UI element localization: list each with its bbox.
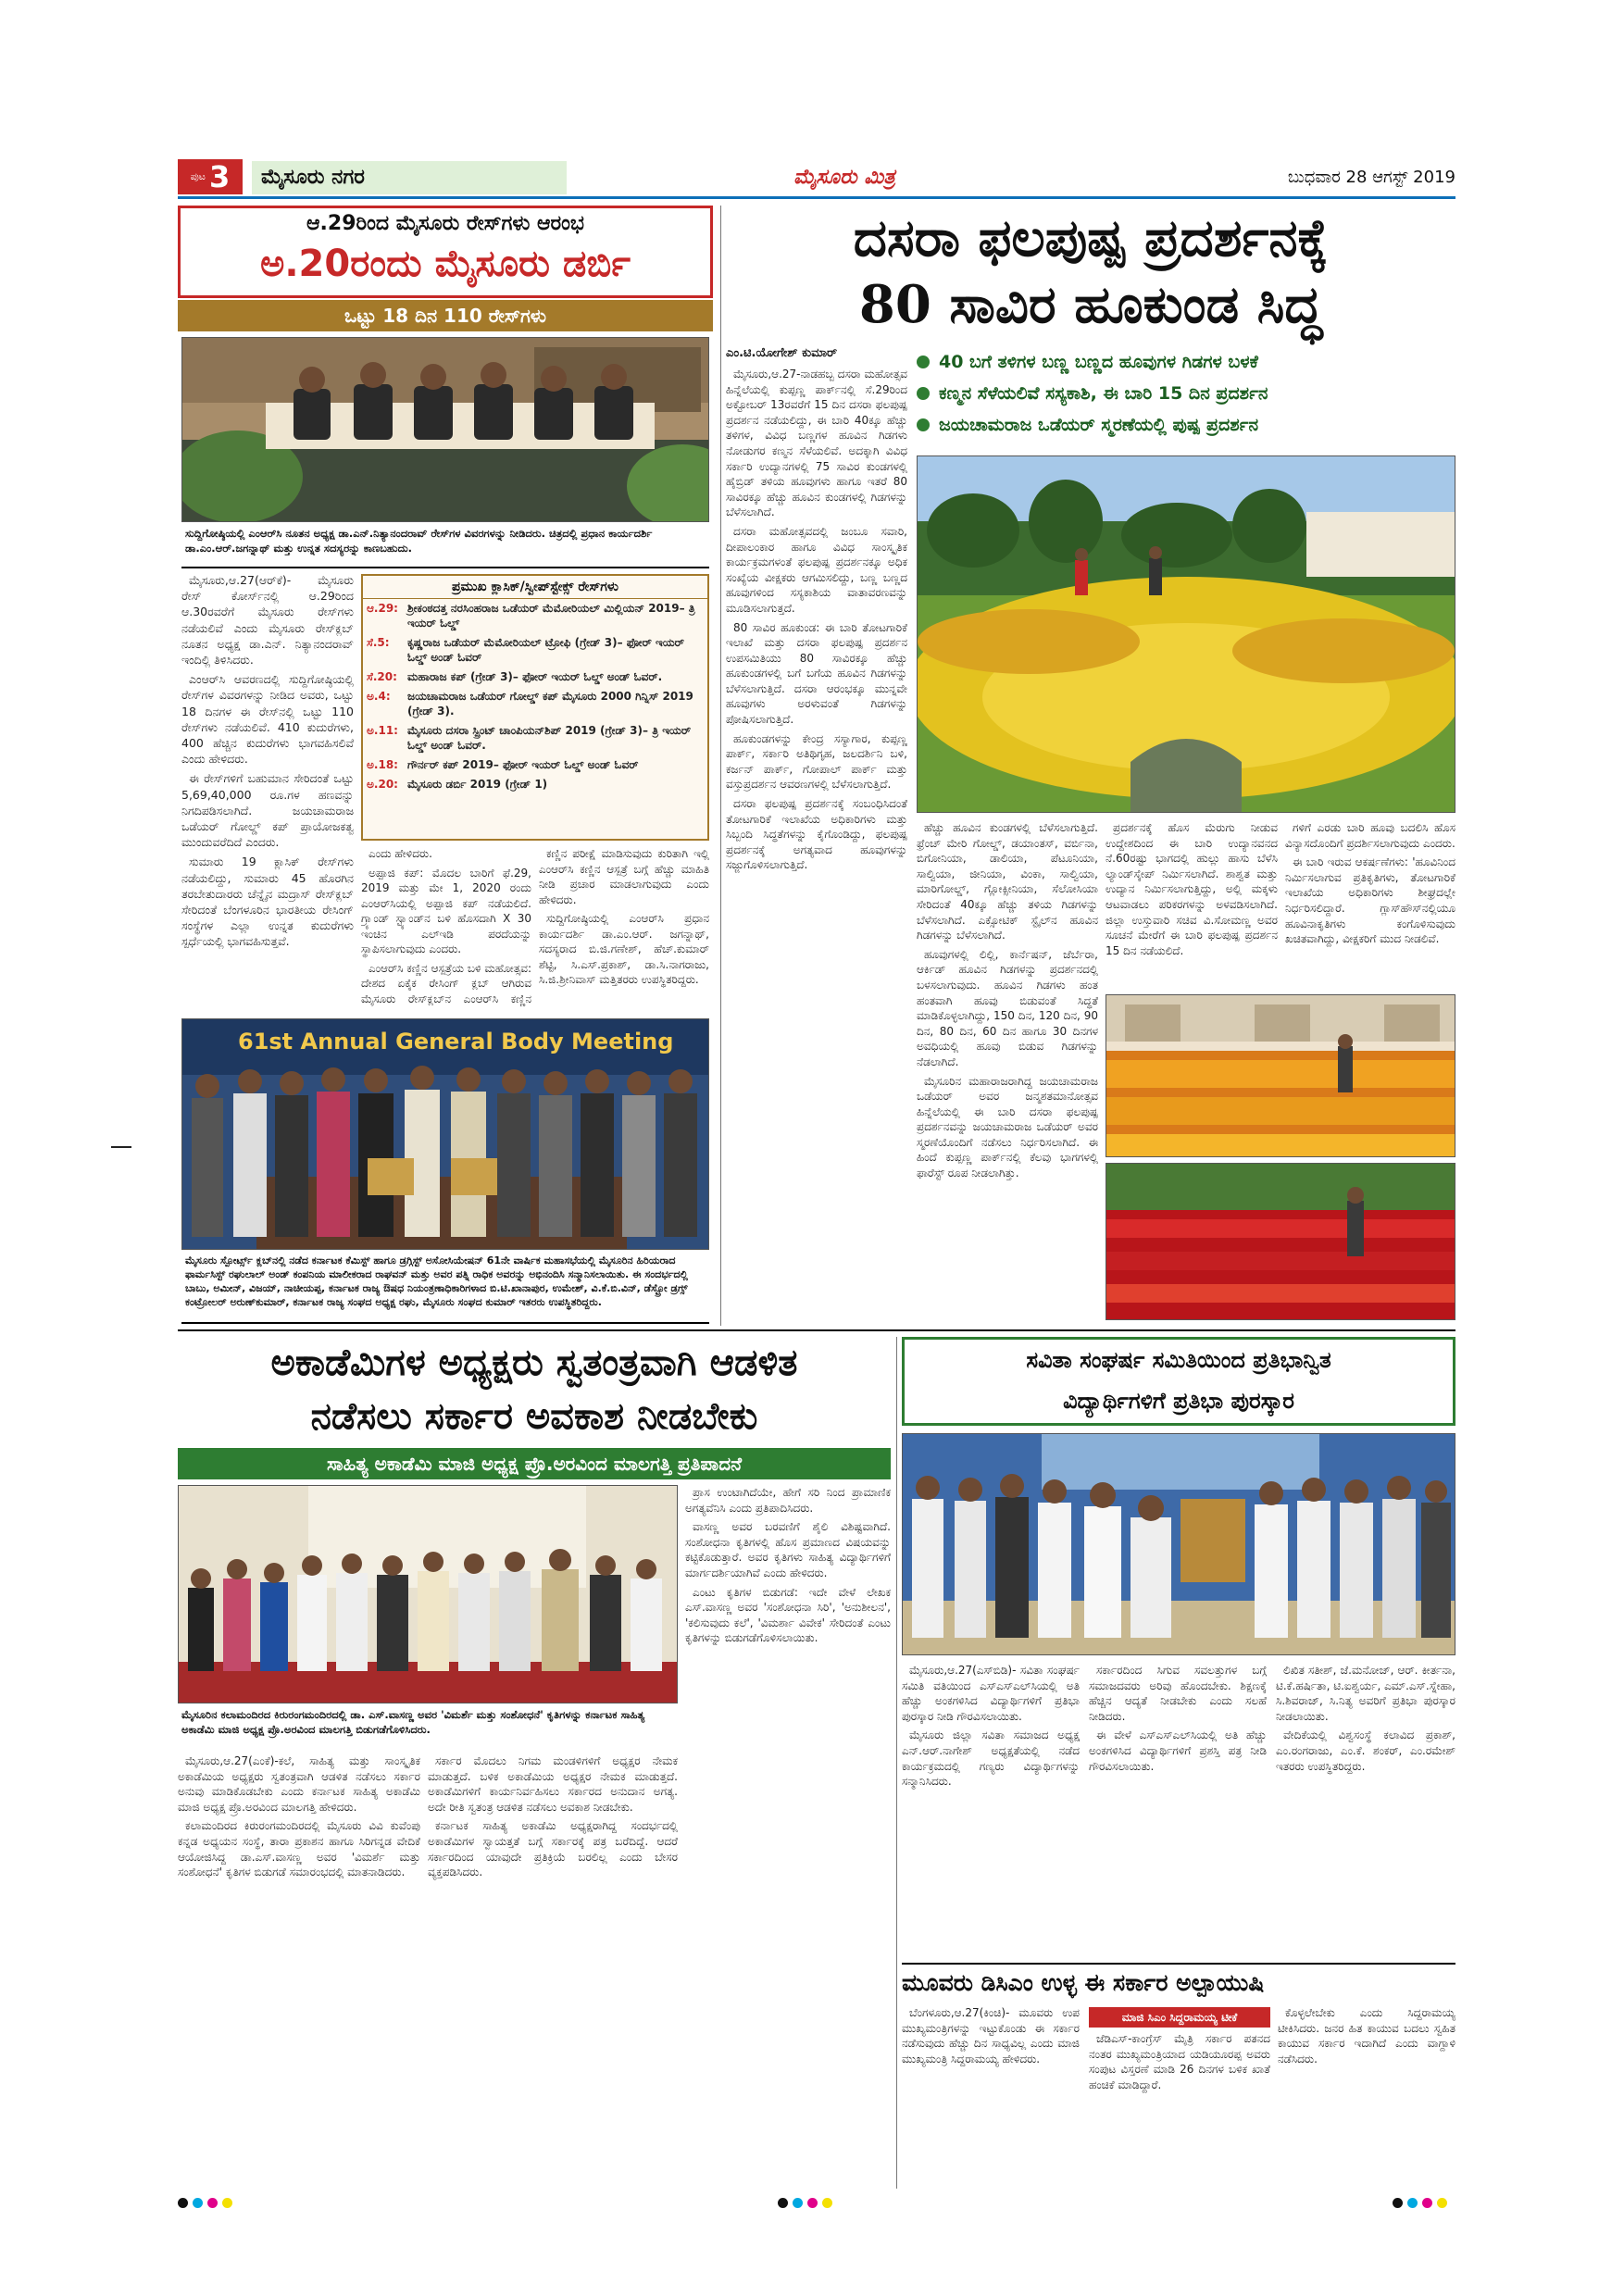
dasara-col-2	[917, 820, 1098, 1320]
agm-caption: ಮೈಸೂರು ಸ್ಪೋರ್ಟ್ಸ್ ಕ್ಲಬ್‌ನಲ್ಲಿ ನಡೆದ ಕರ್ನಾಟಕ ಕೆಮಿಸ್ಟ್ ಹಾಗೂ ಡ್ರಗ್ಗಿಸ್ಟ್ ಅಸೋಸಿಯೇಷನ್ 61ನೇ ವಾರ್ಷಿಕ ಮಹಾಸಭೆಯಲ್ಲಿ ಮೈಸೂರಿನ ಹಿರಿಯರಾದ ಫಾರ್ಮಸಿಸ್ಟ್ ರಘುಲಾಲ್ ಅಂಡ್ ಕಂಪನಿಯ ಮಾಲೀಕರಾದ ರಾಘವನ್ ಮತ್ತು ಅವರ ಪತ್ನಿ ರಾಧಿಕ ಅವರನ್ನು ಅಭಿನಂದಿಸಿ ಸನ್ಮಾನಿಸಲಾಯಿತು. ಈ ಸಂದರ್ಭದಲ್ಲಿ ಬಾಬು, ಅಮೀನ್, ವಿಜಯ್, ನಾಚೀಯಪ್ಪ, ಕರ್ನಾಟಕ ರಾಜ್ಯ ಔಷಧ ನಿಯಂತ್ರಣಾಧಿಕಾರಿಗಳಾದ ಬಿ.ಟಿ.ಖಾನಾಪುರ, ಉಮೇಶ್, ವಿ.ಕೆ.ಬಿ.ವಿನ್, ಡೆಸ್ಟ್ರೋ ಡ್ರಗ್ಸ್ ಕಂಟ್ರೋಲರ್ ಅರುಣ್‌ಕುಮಾರ್, ಕರ್ನಾಟಕ ರಾಜ್ಯ ಸಂಘದ ಅಧ್ಯಕ್ಷ ರಘು, ಮೈಸೂರು ಸಂಘದ ಕುಮಾರ್ ಇತರರು ಉಪಸ್ಥಿತರಿದ್ದರು.	[181, 1252, 709, 1324]
derby-para: ಮೈಸೂರು,ಆ.27(ಆರ್‌ಕೆ)- ಮೈಸೂರು ರೇಸ್ ಕೋರ್ಸ್‌ನಲ್ಲಿ ಆ.29ರಿಂದ ಆ.30ರವರೆಗೆ ಮೈಸೂರು ರೇಸ್‌ಗಳು ನಡೆಯಲಿವೆ ಎಂದು ಮೈಸೂರು ರೇಸ್‌ಕ್ಲಬ್ ನೂತನ ಅಧ್ಯಕ್ಷ ಡಾ.ಎನ್. ನಿತ್ಯಾನಂದರಾವ್ ಇಂದಿಲ್ಲಿ ತಿಳಿಸಿದರು.	[181, 573, 354, 668]
derby-para: ಅಪ್ಪಾಜಿ ಕಪ್: ಮೊದಲ ಬಾರಿಗೆ ಫೆ.29, 2019 ಮತ್ತು ಮೇ 1, 2020 ರಂದು ಎಂಆರ್‌ಸಿಯಲ್ಲಿ ಅಪ್ಪಾಜಿ ಕಪ್ ನಡೆಯಲಿದೆ. ಗ್ರ್ಯಾಂಡ್ ಸ್ಟ್ಯಾಂಡ್‌ನ ಬಳಿ ಹೊಸದಾಗಿ X 30 ಇಂಚಿನ ಎಲ್ಇಡಿ ಪರದೆಯನ್ನು ಸ್ಥಾಪಿಸಲಾಗುವುದು ಎಂದರು.	[361, 866, 531, 955]
race-list	[363, 599, 707, 798]
dasara-para: ದಸರಾ ಮಹೋತ್ಸವದಲ್ಲಿ ಜಂಬೂ ಸವಾರಿ, ದೀಪಾಲಂಕಾರ ಹಾಗೂ ವಿವಿಧ ಸಾಂಸ್ಕೃತಿಕ ಕಾರ್ಯಕ್ರಮಗಳಂತೆ ಫಲಪುಷ್ಪ ಪ್ರದರ್ಶನಕ್ಕೂ ಅಧಿಕ ಸಂಖ್ಯೆಯ ವೀಕ್ಷಕರು ಆಗಮಿಸಲಿದ್ದು, ಬಣ್ಣ ಬಣ್ಣದ ಹೂವುಗಳಿಂದ ಸಸ್ಯಕಾಶಿಯ ವಾತಾವರಣವನ್ನು ಮೂಡಿಸಲಾಗುತ್ತದೆ.	[726, 524, 907, 615]
academy-story	[178, 1337, 891, 2189]
race-row	[367, 757, 704, 772]
dasara-bullets	[917, 346, 1455, 448]
registration-marks-left	[178, 2194, 237, 2207]
race-schedule-box	[361, 574, 709, 841]
black-dot	[178, 2198, 188, 2208]
race-date: ಅ.20:	[367, 778, 398, 791]
black-dot	[1393, 2198, 1403, 2208]
dasara-byline: ಎಂ.ಟಿ.ಯೋಗೇಶ್ ಕುಮಾರ್	[726, 346, 838, 360]
dasara-para: ಹೂವುಗಳಲ್ಲಿ ಲಿಲ್ಲಿ, ಕಾರ್ನೆಷನ್, ಜೆರ್ಬೆರಾ, ಆರ್ಕಿಡ್ ಹೂವಿನ ಗಿಡಗಳನ್ನು ಪ್ರದರ್ಶನದಲ್ಲಿ ಬಳಸಲಾಗುವುದು. ಹೂವಿನ ಗಿಡಗಳು ಹಂತ ಹಂತವಾಗಿ ಹೂವು ಬಿಡುವಂತೆ ಸಿದ್ಧತೆ ಮಾಡಿಕೊಳ್ಳಲಾಗಿದ್ದು, 150 ದಿನ, 120 ದಿನ, 90 ದಿನ, 80 ದಿನ, 60 ದಿನ ಹಾಗೂ 30 ದಿನಗಳ ಅವಧಿಯಲ್ಲಿ ಹೂವು ಬಿಡುವ ಗಿಡಗಳನ್ನು ನೆಡಲಾಗಿದೆ.	[917, 947, 1098, 1068]
derby-para: ಸುದ್ದಿಗೋಷ್ಠಿಯಲ್ಲಿ ಎಂಆರ್‌ಸಿ ಪ್ರಧಾನ ಕಾರ್ಯದರ್ಶಿ ಡಾ.ಎಂ.ಆರ್. ಜಗನ್ನಾಥ್, ಸದಸ್ಯರಾದ ಬಿ.ಜಿ.ಗಣೇಶ್, ಹೆಚ್.ಕುಮಾರ್ ಶೆಟ್ಟಿ, ಸಿ.ಎಸ್.ಪ್ರಕಾಶ್, ಡಾ.ಸಿ.ನಾಗರಾಜು, ಸಿ.ಜಿ.ಶ್ರೀನಿವಾಸ್ ಮತ್ತಿತರರು ಉಪಸ್ಥಿತರಿದ್ದರು.	[539, 912, 709, 986]
masthead-rule	[178, 196, 1455, 199]
savitha-col-3	[1276, 1663, 1455, 1950]
academy-headline-1: ಅಕಾಡೆಮಿಗಳ ಅಧ್ಯಕ್ಷರು ಸ್ವತಂತ್ರವಾಗಿ ಆಡಳಿತ	[270, 1341, 798, 1384]
bullet-item: ಕಣ್ಮನ ಸೆಳೆಯಲಿವೆ ಸಸ್ಯಕಾಶಿ, ಈ ಬಾರಿ 15 ದಿನ ಪ್ರದರ್ಶನ	[917, 378, 1455, 409]
savitha-para: ಲಿಖಿತ ಸತೀಶ್, ಜೆ.ಮನೋಜ್, ಆರ್. ಕೀರ್ತನಾ, ಟಿ.ಕೆ.ಹರ್ಷಿತಾ, ಟಿ.ಐಶ್ವರ್ಯ, ಎಮ್.ಎಸ್.ಸ್ನೇಹಾ, ಸಿ.ಶಿವರಾಜ್, ಸಿ.ನಿತ್ಯ ಅವರಿಗೆ ಪ್ರತಿಭಾ ಪುರಸ್ಕಾರ ನೀಡಲಾಯಿತು.	[1276, 1664, 1455, 1723]
cyan-dot	[793, 2198, 803, 2208]
savitha-para: ಸರ್ಕಾರದಿಂದ ಸಿಗುವ ಸವಲತ್ತುಗಳ ಬಗ್ಗೆ ಸಮಾಜದವರು ಅರಿವು ಹೊಂದಬೇಕು. ಶಿಕ್ಷಣಕ್ಕೆ ಹೆಚ್ಚಿನ ಆದ್ಯತೆ ನೀಡಬೇಕು ಎಂದು ಸಲಹೆ ನೀಡಿದರು.	[1089, 1664, 1267, 1723]
race-row	[367, 689, 704, 718]
award-image	[903, 1434, 1455, 1655]
bullet-dot-icon	[917, 356, 930, 368]
academy-col-2	[428, 1753, 678, 2161]
race-date: ಆ.29:	[367, 602, 398, 615]
dasara-headline-2: 80 ಸಾವಿರ ಹೂಕುಂಡ ಸಿದ್ಧ	[858, 274, 1323, 335]
dcm-para: ಕೊಳ್ಳಲೇಬೇಕು ಎಂದು ಸಿದ್ದರಾಮಯ್ಯ ಟೀಕಿಸಿದರು. ಜನರ ಹಿತ ಕಾಯುವ ಬದಲು ಸ್ವಹಿತ ಕಾಯುವ ಸರ್ಕಾರ ಇದಾಗಿದೆ ಎಂದು ವಾಗ್ದಾಳಿ ನಡೆಸಿದರು.	[1278, 2006, 1455, 2065]
academy-para: ಕಲಾಮಂದಿರದ ಕಿರುರಂಗಮಂದಿರದಲ್ಲಿ ಮೈಸೂರು ವಿವಿ ಕುವೆಂಪು ಕನ್ನಡ ಅಧ್ಯಯನ ಸಂಸ್ಥೆ, ತಾರಾ ಪ್ರಕಾಶನ ಹಾಗೂ ಸಿರಿಗನ್ನಡ ವೇದಿಕೆ ಆಯೋಜಿಸಿದ್ದ ಡಾ.ಎಸ್.ವಾಸಣ್ಣ ಅವರ 'ವಿಮರ್ಶೆ ಮತ್ತು ಸಂಶೋಧನೆ' ಕೃತಿಗಳ ಬಿಡುಗಡೆ ಸಮಾರಂಭದಲ್ಲಿ ಮಾತನಾಡಿದರು.	[178, 1819, 420, 1879]
dasara-headline-1: ದಸರಾ ಫಲಪುಷ್ಪ ಪ್ರದರ್ಶನಕ್ಕೆ	[853, 207, 1329, 268]
derby-headline: ಅ.20ರಂದು ಮೈಸೂರು ಡರ್ಬಿ	[259, 243, 631, 285]
race-date: ಅ.4:	[367, 690, 391, 703]
race-row	[367, 777, 704, 792]
academy-para: ಪ್ರಾಸ ಉಂಟಾಗಿದೆಯೇ, ಹೇಗೆ ಸರಿ ನಿಂದ ಪ್ರಾಮಾಣಿಕ ಅಗತ್ಯವೆನಿಸಿ ಎಂದು ಪ್ರತಿಪಾದಿಸಿದರು.	[685, 1486, 891, 1515]
marigold-image	[1106, 995, 1455, 1157]
press-meet-photo	[181, 337, 709, 522]
section-rule	[178, 1329, 1455, 1331]
award-photo	[902, 1433, 1455, 1655]
dcm-para: ಬೆಂಗಳೂರು,ಆ.27(ಕಿಂಚಿ)- ಮೂವರು ಉಪ ಮುಖ್ಯಮಂತ್ರಿಗಳನ್ನು ಇಟ್ಟುಕೊಂಡು ಈ ಸರ್ಕಾರ ನಡೆಸುವುದು ಹೆಚ್ಚು ದಿನ ಸಾಧ್ಯವಿಲ್ಲ ಎಂದು ಮಾಜಿ ಮುಖ್ಯಮಂತ್ರಿ ಸಿದ್ದರಾಮಯ್ಯ ಹೇಳಿದರು.	[902, 2006, 1080, 2065]
registration-marks-center	[778, 2194, 837, 2207]
agm-photo	[181, 1018, 709, 1250]
red-flowers-image	[1106, 1164, 1455, 1320]
dasara-col-1	[726, 367, 907, 1320]
race-schedule-title: ಪ್ರಮುಖ ಕ್ಲಾಸಿಕ್/ಸ್ವೀಪ್‌ಸ್ಟೇಕ್ಸ್ ರೇಸ್‌ಗಳು	[363, 576, 707, 599]
academy-para: ಮೈಸೂರು,ಆ.27(ಎಂಕೆ)-ಕಲೆ, ಸಾಹಿತ್ಯ ಮತ್ತು ಸಾಂಸ್ಕೃತಿಕ ಅಕಾಡೆಮಿಯ ಅಧ್ಯಕ್ಷರು ಸ್ವತಂತ್ರವಾಗಿ ಆಡಳಿತ ನಡೆಸಲು ಸರ್ಕಾರ ಅನುವು ಮಾಡಿಕೊಡಬೇಕು ಎಂದು ಕರ್ನಾಟಕ ಸಾಹಿತ್ಯ ಅಕಾಡೆಮಿ ಮಾಜಿ ಅಧ್ಯಕ್ಷ ಪ್ರೊ.ಅರವಿಂದ ಮಾಲಗತ್ತಿ ಹೇಳಿದರು.	[178, 1754, 420, 1814]
bullet-item: ಜಯಚಾಮರಾಜ ಒಡೆಯರ್ ಸ್ಮರಣೆಯಲ್ಲಿ ಪುಷ್ಪ ಪ್ರದರ್ಶನ	[917, 409, 1455, 441]
bullet-item: 40 ಬಗೆ ತಳಿಗಳ ಬಣ್ಣ ಬಣ್ಣದ ಹೂವುಗಳ ಗಿಡಗಳ ಬಳಕೆ	[917, 346, 1455, 378]
academy-para: ಸರ್ಕಾರ ಮೊದಲು ನಿಗಮ ಮಂಡಳಿಗಳಿಗೆ ಅಧ್ಯಕ್ಷರ ನೇಮಕ ಮಾಡುತ್ತದೆ. ಬಳಿಕ ಅಕಾಡೆಮಿಯ ಅಧ್ಯಕ್ಷರ ನೇಮಕ ಮಾಡುತ್ತದೆ. ಅಕಾಡೆಮಿಗಳಿಗೆ ಕಾರ್ಯನಿರ್ವಹಿಸಲು ಸರ್ಕಾರದ ಅನುದಾನ ಅಗತ್ಯ. ಅದೇ ರೀತಿ ಸ್ವತಂತ್ರ ಆಡಳಿತ ನಡೆಸಲು ಅವಕಾಶ ನೀಡಬೇಕು.	[428, 1754, 678, 1814]
savitha-para: ಮೈಸೂರು,ಆ.27(ಎಸ್‌ಬಿಡಿ)- ಸವಿತಾ ಸಂಘರ್ಷ ಸಮಿತಿ ವತಿಯಿಂದ ಎಸ್‌ಎಸ್‌ಎಲ್‌ಸಿಯಲ್ಲಿ ಅತಿ ಹೆಚ್ಚು ಅಂಕಗಳಿಸಿದ ವಿದ್ಯಾರ್ಥಿಗಳಿಗೆ ಪ್ರತಿಭಾ ಪುರಸ್ಕಾರ ನೀಡಿ ಗೌರವಿಸಲಾಯಿತು.	[902, 1664, 1080, 1723]
academy-band: ಸಾಹಿತ್ಯ ಅಕಾಡೆಮಿ ಮಾಜಿ ಅಧ್ಯಕ್ಷ ಪ್ರೊ.ಅರವಿಂದ ಮಾಲಗತ್ತಿ ಪ್ರತಿಪಾದನೆ	[178, 1448, 891, 1479]
race-name: ಜಯಚಾಮರಾಜ ಒಡೆಯರ್ ಗೋಲ್ಡ್ ಕಪ್ ಮೈಸೂರು 2000 ಗಿನ್ನಿಸ್ 2019 (ಗ್ರೇಡ್ 3).	[407, 690, 693, 718]
dasara-para: ಹೆಚ್ಚು ಹೂವಿನ ಕುಂಡಗಳಲ್ಲಿ ಬೆಳೆಸಲಾಗುತ್ತಿದೆ. ಫ್ರೆಂಚ್ ಮೇರಿ ಗೋಲ್ಡ್, ಡಯಾಂತಸ್, ವರ್ಬಿನಾ, ಬಿಗೋನಿಯಾ, ಡಾಲಿಯಾ, ಪೆಟೂನಿಯಾ, ಸಾಲ್ವಿಯಾ, ಜೀನಿಯಾ, ವಿಂಕಾ, ಸಾಲ್ವಿಯಾ, ಮಾರಿಗೋಲ್ಡ್, ಗ್ಲೋಕ್ಸೀನಿಯಾ, ಸೆಲೋಸಿಯಾ ಸೇರಿದಂತೆ 40ಕ್ಕೂ ಹೆಚ್ಚು ತಳಿಯ ಗಿಡಗಳನ್ನು ಬೆಳೆಸಲಾಗಿದೆ. ಎಕ್ಸೋಟಿಕ್ ಸ್ಟೈಲ್‌ನ ಹೂವಿನ ಗಿಡಗಳನ್ನು ಬೆಳೆಸಲಾಗಿದೆ.	[917, 821, 1098, 942]
column-rule	[896, 1337, 897, 2189]
derby-story	[178, 206, 713, 1326]
derby-para: ಎಂಆರ್‌ಸಿ ಆವರಣದಲ್ಲಿ ಸುದ್ದಿಗೋಷ್ಠಿಯಲ್ಲಿ ರೇಸ್‌ಗಳ ವಿವರಗಳನ್ನು ನೀಡಿದ ಅವರು, ಒಟ್ಟು 18 ದಿನಗಳ ಈ ರೇಸ್‌ನಲ್ಲಿ ಒಟ್ಟು 110 ರೇಸ್‌ಗಳು ನಡೆಯಲಿವೆ. 410 ಕುದುರೆಗಳು, 400 ಹೆಚ್ಚಿನ ಕುದುರೆಗಳು ಭಾಗವಹಿಸಲಿವೆ ಎಂದು ಹೇಳಿದರು.	[181, 672, 354, 767]
derby-kicker: ಆ.29ರಿಂದ ಮೈಸೂರು ರೇಸ್‌ಗಳು ಆರಂಭ	[306, 212, 584, 235]
book-release-image	[179, 1486, 678, 1703]
masthead	[178, 157, 1455, 198]
derby-body-left	[181, 572, 354, 1007]
page-number-box	[178, 159, 243, 194]
race-name: ಮೈಸೂರು ಡರ್ಬಿ 2019 (ಗ್ರೇಡ್ 1)	[407, 778, 548, 791]
black-dot	[778, 2198, 788, 2208]
column-rule	[720, 206, 721, 1326]
race-row	[367, 669, 704, 684]
savitha-col-2	[1089, 1663, 1267, 1950]
race-row	[367, 635, 704, 665]
yellow-dot	[1437, 2198, 1447, 2208]
yellow-dot	[222, 2198, 232, 2208]
cyan-dot	[193, 2198, 203, 2208]
race-name: ಶ್ರೀಕಂಠದತ್ತ ನರಸಿಂಹರಾಜ ಒಡೆಯರ್ ಮೆಮೋರಿಯಲ್ ಮಿಲ್ಲಿಯನ್ 2019– ತ್ರಿ ಇಯರ್ ಓಲ್ಡ್	[407, 602, 695, 630]
race-date: ಅ.11:	[367, 724, 398, 737]
savitha-headline-2: ವಿದ್ಯಾರ್ಥಿಗಳಿಗೆ ಪ್ರತಿಭಾ ಪುರಸ್ಕಾರ	[1063, 1388, 1294, 1414]
fold-mark	[111, 1146, 131, 1148]
savitha-header	[902, 1337, 1455, 1426]
derby-para: ಎಂದು ಹೇಳಿದರು.	[369, 847, 432, 860]
dasara-story	[726, 206, 1455, 1326]
race-name: ಮೈಸೂರು ದಸರಾ ಸ್ಪ್ರಿಂಟ್ ಚಾಂಪಿಯನ್‌ಶಿಪ್ 2019 (ಗ್ರೇಡ್ 3)– ತ್ರಿ ಇಯರ್ ಓಲ್ಡ್ ಅಂಡ್ ಓವರ್.	[407, 724, 692, 752]
derby-body-right	[539, 846, 709, 1007]
dasara-para: ಪ್ರದರ್ಶನಕ್ಕೆ ಹೊಸ ಮೆರುಗು ನೀಡುವ ಉದ್ದೇಶದಿಂದ ಈ ಬಾರಿ ಉದ್ಯಾನವನದ ನೆ.60ರಷ್ಟು ಭಾಗದಲ್ಲಿ ಹುಲ್ಲು ಹಾಸು ಬೆಳೆಸಿ ಲ್ಯಾಂಡ್‌ಸ್ಕೇಪ್ ನಿರ್ಮಿಸಲಾಗಿದೆ. ಶಾಶ್ವತ ಮತ್ತು ಉದ್ಯಾನ ನಿರ್ಮಿಸಲಾಗುತ್ತಿದ್ದು, ಅಲ್ಲಿ ಮಕ್ಕಳು ಆಟವಾಡಲು ಪರಿಕರಗಳನ್ನು ಅಳವಡಿಸಲಾಗಿದೆ. ಜಿಲ್ಲಾ ಉಸ್ತುವಾರಿ ಸಚಿವ ವಿ.ಸೋಮಣ್ಣ ಅವರ ಸೂಚನೆ ಮೇರೆಗೆ ಈ ಬಾರಿ ಫಲಪುಷ್ಪ ಪ್ರದರ್ಶನ 15 ದಿನ ನಡೆಯಲಿದೆ.	[1106, 821, 1278, 957]
derby-body-mid	[361, 846, 531, 1007]
cyan-dot	[1407, 2198, 1418, 2208]
academy-para: ಕರ್ನಾಟಕ ಸಾಹಿತ್ಯ ಅಕಾಡೆಮಿ ಅಧ್ಯಕ್ಷರಾಗಿದ್ದ ಸಂದರ್ಭದಲ್ಲಿ ಅಕಾಡೆಮಿಗಳ ಸ್ವಾಯತ್ತತೆ ಬಗ್ಗೆ ಸರ್ಕಾರಕ್ಕೆ ಪತ್ರ ಬರೆದಿದ್ದೆ. ಆದರೆ ಸರ್ಕಾರದಿಂದ ಯಾವುದೇ ಪ್ರತಿಕ್ರಿಯೆ ಬರಲಿಲ್ಲ ಎಂದು ಬೇಸರ ವ್ಯಕ್ತಪಡಿಸಿದರು.	[428, 1819, 678, 1879]
savitha-col-1	[902, 1663, 1080, 1950]
dasara-col-3	[1106, 820, 1278, 987]
dasara-para: ದಸರಾ ಫಲಪುಷ್ಪ ಪ್ರದರ್ಶನಕ್ಕೆ ಸಂಬಂಧಿಸಿದಂತೆ ತೋಟಗಾರಿಕೆ ಇಲಾಖೆಯ ಅಧಿಕಾರಿಗಳು ಮತ್ತು ಸಿಬ್ಬಂದಿ ಸಿದ್ಧತೆಗಳನ್ನು ಕೈಗೊಂಡಿದ್ದು, ಫಲಪುಷ್ಪ ಪ್ರದರ್ಶನಕ್ಕೆ ಅಗತ್ಯವಾದ ಹೂವುಗಳನ್ನು ಸಜ್ಜುಗೊಳಿಸಲಾಗುತ್ತಿದೆ.	[726, 797, 907, 872]
dasara-para: ಗಳಿಗೆ ಎರಡು ಬಾರಿ ಹೂವು ಬದಲಿಸಿ ಹೊಸ ವಿನ್ಯಾಸದೊಂದಿಗೆ ಪ್ರದರ್ಶಿಸಲಾಗುವುದು ಎಂದರು.	[1285, 821, 1455, 850]
savitha-para: ವೇದಿಕೆಯಲ್ಲಿ ವಿಶ್ವಸಂಸ್ಥೆ ಕಲಾವಿದ ಪ್ರಕಾಶ್, ಎಂ.ರಂಗರಾಜು, ಎಂ.ಕೆ. ಶಂಕರ್, ಎಂ.ರಮೇಶ್ ಇತರರು ಉಪಸ್ಥಿತರಿದ್ದರು.	[1276, 1728, 1455, 1773]
garden-image	[918, 456, 1455, 813]
magenta-dot	[807, 2198, 818, 2208]
savitha-story	[902, 1337, 1455, 1957]
dasara-para: ಮೈಸೂರು,ಆ.27-ನಾಡಹಬ್ಬ ದಸರಾ ಮಹೋತ್ಸವ ಹಿನ್ನೆಲೆಯಲ್ಲಿ ಕುಪ್ಪಣ್ಣ ಪಾರ್ಕ್‌ನಲ್ಲಿ ಸೆ.29ರಿಂದ ಅಕ್ಟೋಬರ್ 13ರವರೆಗೆ 15 ದಿನ ದಸರಾ ಫಲಪುಷ್ಪ ಪ್ರದರ್ಶನ ನಡೆಯಲಿದ್ದು, ಈ ಬಾರಿ 40ಕ್ಕೂ ಹೆಚ್ಚು ತಳಿಗಳ, ವಿವಿಧ ಬಣ್ಣಗಳ ಹೂವಿನ ಗಿಡಗಳು ನೋಡುಗರ ಕಣ್ಮನ ಸೆಳೆಯಲಿವೆ. ಅದಕ್ಕಾಗಿ ವಿವಿಧ ಸರ್ಕಾರಿ ಉದ್ಯಾನಗಳಲ್ಲಿ 75 ಸಾವಿರ ಕುಂಡಗಳಲ್ಲಿ ಹೈಬ್ರಿಡ್ ತಳಿಯ ಹೂವುಗಳು ಹಾಗೂ ಇತರೆ 80 ಸಾವಿರಕ್ಕೂ ಹೆಚ್ಚು ಹೂವಿನ ಕುಂಡಗಳಲ್ಲಿ ಗಿಡಗಳನ್ನು ಬೆಳೆಸಲಾಗಿದೆ.	[726, 368, 907, 519]
press-meet-caption: ಸುದ್ದಿಗೋಷ್ಠಿಯಲ್ಲಿ ಎಂಆರ್‌ಸಿ ನೂತನ ಅಧ್ಯಕ್ಷ ಡಾ.ಎನ್.ನಿತ್ಯಾನಂದರಾವ್ ರೇಸ್‌ಗಳ ವಿವರಗಳನ್ನು ನೀಡಿದರು. ಚಿತ್ರದಲ್ಲಿ ಪ್ರಧಾನ ಕಾರ್ಯದರ್ಶಿ ಡಾ.ಎಂ.ಆರ್.ಜಗನ್ನಾಥ್ ಮತ್ತು ಉನ್ನತ ಸದಸ್ಯರನ್ನು ಕಾಣಬಹುದು.	[181, 524, 709, 568]
marigold-photo	[1106, 994, 1455, 1157]
registration-marks-right	[1393, 2194, 1452, 2207]
dcm-para: ಜೆಡಿಎಸ್-ಕಾಂಗ್ರೆಸ್ ಮೈತ್ರಿ ಸರ್ಕಾರ ಪತನದ ನಂತರ ಮುಖ್ಯಮಂತ್ರಿಯಾದ ಯಡಿಯೂರಪ್ಪ ಅವರು ಸಂಪುಟ ವಿಸ್ತರಣೆ ಮಾಡಿ 26 ದಿನಗಳ ಬಳಿಕ ಖಾತೆ ಹಂಚಿಕೆ ಮಾಡಿದ್ದಾರೆ.	[1089, 2032, 1270, 2091]
dasara-para: 80 ಸಾವಿರ ಹೂಕುಂಡ: ಈ ಬಾರಿ ತೋಟಗಾರಿಕೆ ಇಲಾಖೆ ಮತ್ತು ದಸರಾ ಫಲಪುಷ್ಪ ಪ್ರದರ್ಶನ ಉಪಸಮಿತಿಯು 80 ಸಾವಿರಕ್ಕೂ ಹೆಚ್ಚು ಹೂಕುಂಡಗಳಲ್ಲಿ ಬಗೆ ಬಗೆಯ ಹೂವಿನ ಗಿಡಗಳನ್ನು ಬೆಳೆಸಲಾಗುತ್ತಿದೆ. ದಸರಾ ಆರಂಭಕ್ಕೂ ಮುನ್ನವೇ ಹೂವುಗಳು ಅರಳುವಂತೆ ಗಿಡಗಳನ್ನು ಪೋಷಿಸಲಾಗುತ್ತಿದೆ.	[726, 620, 907, 727]
race-row	[367, 723, 704, 753]
issue-date: ಬುಧವಾರ 28 ಆಗಸ್ಟ್ 2019	[1287, 168, 1455, 187]
dcm-quote-tag: ಮಾಜಿ ಸಿಎಂ ಸಿದ್ದರಾಮಯ್ಯ ಟೀಕೆ	[1089, 2007, 1270, 2028]
garden-photo	[917, 455, 1455, 813]
paper-name: ಮೈಸೂರು ಮಿತ್ರ	[793, 166, 895, 189]
page-label: ಪುಟ	[190, 170, 206, 182]
academy-col-1	[178, 1753, 420, 2161]
derby-para: ಎಂಆರ್‌ಸಿ ಕಣ್ಣಿನ ಆಸ್ಪತ್ರೆಯ ಬಳಿ ಮಹೋತ್ಸವ: ದೇಶದ ಏಕೈಕ ರೇಸಿಂಗ್ ಕ್ಲಬ್ ಆಗಿರುವ ಮೈಸೂರು ರೇಸ್‌ಕ್ಲಬ್‌ನ ಎಂಆರ್‌ಸಿ ಕಣ್ಣಿನ	[361, 961, 531, 1005]
agm-banner-text: 61st Annual General Body Meeting	[238, 1029, 674, 1054]
race-date: ಸೆ.5:	[367, 636, 390, 649]
academy-col-3	[685, 1485, 891, 1929]
derby-header	[178, 206, 713, 298]
derby-band: ಒಟ್ಟು 18 ದಿನ 110 ರೇಸ್‌ಗಳು	[178, 300, 713, 331]
red-flowers-photo	[1106, 1163, 1455, 1320]
derby-para: ಸುಮಾರು 19 ಕ್ಲಾಸಿಕ್ ರೇಸ್‌ಗಳು ನಡೆಯಲಿದ್ದು, ಸುಮಾರು 45 ಹೊರಗಿನ ತರಬೇತುದಾರರು ಚೆನ್ನೈನ ಮದ್ರಾಸ್ ರೇಸ್‌ಕ್ಲಬ್ ಸೇರಿದಂತೆ ಬೆಂಗಳೂರಿನ ಭಾರತೀಯ ರೇಸಿಂಗ್ ಸಂಸ್ಥೆಗಳ ಎಲ್ಲಾ ಉನ್ನತ ಕುದುರೆಗಳು ಸ್ಪರ್ಧೆಯಲ್ಲಿ ಭಾಗವಹಿಸುತ್ತವೆ.	[181, 855, 354, 949]
derby-para: ಈ ರೇಸ್‌ಗಳಿಗೆ ಬಹುಮಾನ ಸೇರಿದಂತೆ ಒಟ್ಟು 5,69,40,000 ರೂ.ಗಳ ಹಣವನ್ನು ನಿಗದಿಪಡಿಸಲಾಗಿದೆ. ಜಯಚಾಮರಾಜ ಒಡೆಯರ್ ಗೋಲ್ಡ್ ಕಪ್ ಪ್ರಾಯೋಜಕತ್ವ ಮುಂದುವರೆದಿದೆ ಎಂದರು.	[181, 771, 354, 850]
dasara-para: ಹೂಕುಂಡಗಳನ್ನು ಕೇಂದ್ರ ಸಸ್ಯಾಗಾರ, ಕುಪ್ಪಣ್ಣ ಪಾರ್ಕ್, ಸರ್ಕಾರಿ ಅತಿಥಿಗೃಹ, ಜಲದರ್ಶಿನಿ ಬಳಿ, ಕರ್ಜನ್ ಪಾರ್ಕ್, ಗೋಪಾಲ್ ಪಾರ್ಕ್ ಮತ್ತು ವಸ್ತುಪ್ರದರ್ಶನ ಆವರಣಗಳಲ್ಲಿ ಬೆಳೆಸಲಾಗುತ್ತಿದೆ.	[726, 731, 907, 792]
savitha-para: ಈ ವೇಳೆ ಎಸ್‌ಎಸ್‌ಎಲ್‌ಸಿಯಲ್ಲಿ ಅತಿ ಹೆಚ್ಚು ಅಂಕಗಳಿಸಿದ ವಿದ್ಯಾರ್ಥಿಗಳಿಗೆ ಪ್ರಶಸ್ತಿ ಪತ್ರ ನೀಡಿ ಗೌರವಿಸಲಾಯಿತು.	[1089, 1728, 1267, 1773]
page-number: 3	[208, 159, 231, 194]
dasara-col-4	[1285, 820, 1455, 987]
race-date: ಸೆ.20:	[367, 670, 397, 683]
race-name: ಕೃಷ್ಣರಾಜ ಒಡೆಯರ್ ಮೆಮೋರಿಯಲ್ ಟ್ರೋಫಿ (ಗ್ರೇಡ್ 3)– ಫೋರ್ ಇಯರ್ ಓಲ್ಡ್ ಅಂಡ್ ಓವರ್	[407, 636, 684, 664]
book-release-photo	[178, 1485, 678, 1703]
dcm-col-1	[902, 2005, 1080, 2181]
academy-para: ಎಂಟು ಕೃತಿಗಳ ಬಿಡುಗಡೆ: ಇದೇ ವೇಳೆ ಲೇಖಕ ಎಸ್.ವಾಸಣ್ಣ ಅವರ 'ಸಂಶೋಧನಾ ಸಿರಿ', 'ಅನುಶೀಲನ', 'ಕಲಿಸುವುದು ಕಲೆ', 'ವಿಮರ್ಶಾ ವಿವೇಕ' ಸೇರಿದಂತೆ ಎಂಟು ಕೃತಿಗಳನ್ನು ಬಿಡುಗಡೆಗೊಳಿಸಲಾಯಿತು.	[685, 1585, 891, 1645]
bullet-dot-icon	[917, 418, 930, 431]
dasara-para: ಈ ಬಾರಿ ಇರುವ ಆಕರ್ಷಣೆಗಳು: 'ಹೂವಿನಿಂದ ನಿರ್ಮಿಸಲಾಗುವ ಪ್ರತಿಕೃತಿಗಳು, ತೋಟಗಾರಿಕೆ ಇಲಾಖೆಯ ಅಧಿಕಾರಿಗಳು ಶೀಘ್ರದಲ್ಲೇ ನಿರ್ಧರಿಸಲಿದ್ದಾರೆ. ಗ್ಲಾಸ್‌ಹೌಸ್‌ನಲ್ಲಿಯೂ ಹೂವಿನಾಕೃತಿಗಳು ಕಂಗೊಳಿಸುವುದು ಖಚಿತವಾಗಿದ್ದು, ವೀಕ್ಷಕರಿಗೆ ಮುದ ನೀಡಲಿವೆ.	[1285, 855, 1455, 946]
book-release-caption: ಮೈಸೂರಿನ ಕಲಾಮಂದಿರದ ಕಿರುರಂಗಮಂದಿರದಲ್ಲಿ ಡಾ. ಎಸ್.ವಾಸಣ್ಣ ಅವರ 'ವಿಮರ್ಶೆ ಮತ್ತು ಸಂಶೋಧನೆ' ಕೃತಿಗಳನ್ನು ಕರ್ನಾಟಕ ಸಾಹಿತ್ಯ ಅಕಾಡೆಮಿ ಮಾಜಿ ಅಧ್ಯಕ್ಷ ಪ್ರೊ.ಅರವಿಂದ ಮಾಲಗತ್ತಿ ಬಿಡುಗಡೆಗೊಳಿಸಿದರು.	[178, 1705, 678, 1746]
derby-para: ಕಣ್ಣಿನ ಪರೀಕ್ಷೆ ಮಾಡಿಸುವುದು ಕುರಿತಾಗಿ ಇಲ್ಲಿ ಎಂಆರ್‌ಸಿ ಕಣ್ಣಿನ ಆಸ್ಪತ್ರೆ ಬಗ್ಗೆ ಹೆಚ್ಚು ಮಾಹಿತಿ ನೀಡಿ ಪ್ರಚಾರ ಮಾಡಲಾಗುವುದು ಎಂದು ಹೇಳಿದರು.	[539, 847, 709, 906]
savitha-headline-1: ಸವಿತಾ ಸಂಘರ್ಷ ಸಮಿತಿಯಿಂದ ಪ್ರತಿಭಾನ್ವಿತ	[1026, 1347, 1331, 1373]
magenta-dot	[1422, 2198, 1432, 2208]
academy-para: ವಾಸಣ್ಣ ಅವರ ಬರವಣಿಗೆ ಶೈಲಿ ವಿಶಿಷ್ಟವಾಗಿದೆ. ಸಂಶೋಧನಾ ಕೃತಿಗಳಲ್ಲಿ ಹೊಸ ಪ್ರಮಾಣದ ವಿಷಯವನ್ನು ಕಟ್ಟಿಕೊಡುತ್ತಾರೆ. ಅವರ ಕೃತಿಗಳು ಸಾಹಿತ್ಯ ವಿದ್ಯಾರ್ಥಿಗಳಿಗೆ ಮಾರ್ಗದರ್ಶಿಯಾಗಿವೆ ಎಂದು ಹೇಳಿದರು.	[685, 1520, 891, 1579]
magenta-dot	[207, 2198, 218, 2208]
academy-headline-2: ನಡೆಸಲು ಸರ್ಕಾರ ಅವಕಾಶ ನೀಡಬೇಕು	[310, 1395, 758, 1438]
dcm-col-2	[1089, 2031, 1270, 2181]
section-title: ಮೈಸೂರು ನಗರ	[252, 161, 567, 194]
dcm-headline: ಮೂವರು ಡಿಸಿಎಂ ಉಳ್ಳ ಈ ಸರ್ಕಾರ ಅಲ್ಪಾಯುಷಿ	[902, 1963, 1455, 2000]
race-row	[367, 601, 704, 630]
dcm-col-3	[1278, 2005, 1455, 2181]
race-name: ಮಹಾರಾಜ ಕಪ್ (ಗ್ರೇಡ್ 3)– ಫೋರ್ ಇಯರ್ ಓಲ್ಡ್ ಅಂಡ್ ಓವರ್.	[407, 670, 663, 683]
savitha-para: ಮೈಸೂರು ಜಿಲ್ಲಾ ಸವಿತಾ ಸಮಾಜದ ಅಧ್ಯಕ್ಷ ಎನ್.ಆರ್.ನಾಗೇಶ್ ಅಧ್ಯಕ್ಷತೆಯಲ್ಲಿ ನಡೆದ ಕಾರ್ಯಕ್ರಮದಲ್ಲಿ ಗಣ್ಯರು ವಿದ್ಯಾರ್ಥಿಗಳನ್ನು ಸನ್ಮಾನಿಸಿದರು.	[902, 1728, 1080, 1789]
bullet-dot-icon	[917, 387, 930, 400]
dcm-story	[902, 1963, 1455, 2189]
press-meet-image	[182, 338, 709, 522]
dasara-para: ಮೈಸೂರಿನ ಮಹಾರಾಜರಾಗಿದ್ದ ಜಯಚಾಮರಾಜ ಒಡೆಯರ್ ಅವರ ಜನ್ಮಶತಮಾನೋತ್ಸವ ಹಿನ್ನೆಲೆಯಲ್ಲಿ ಈ ಬಾರಿ ದಸರಾ ಫಲಪುಷ್ಪ ಪ್ರದರ್ಶನವನ್ನು ಜಯಚಾಮರಾಜ ಒಡೆಯರ್ ಅವರ ಸ್ಮರಣೆಯೊಂದಿಗೆ ನಡೆಸಲು ನಿರ್ಧರಿಸಲಾಗಿದೆ. ಈ ಹಿಂದೆ ಕುಪ್ಪಣ್ಣ ಪಾರ್ಕ್‌ನಲ್ಲಿ ಕೆಲವು ಭಾಗಗಳಲ್ಲಿ ಫಾರೆಸ್ಟ್ ರೂಪ ನೀಡಲಾಗಿತ್ತು.	[917, 1074, 1098, 1180]
race-date: ಅ.18:	[367, 758, 398, 771]
yellow-dot	[822, 2198, 832, 2208]
race-name: ಗೌರ್ನರ್ ಕಪ್ 2019– ಫೋರ್ ಇಯರ್ ಓಲ್ಡ್ ಅಂಡ್ ಓವರ್	[407, 758, 639, 771]
